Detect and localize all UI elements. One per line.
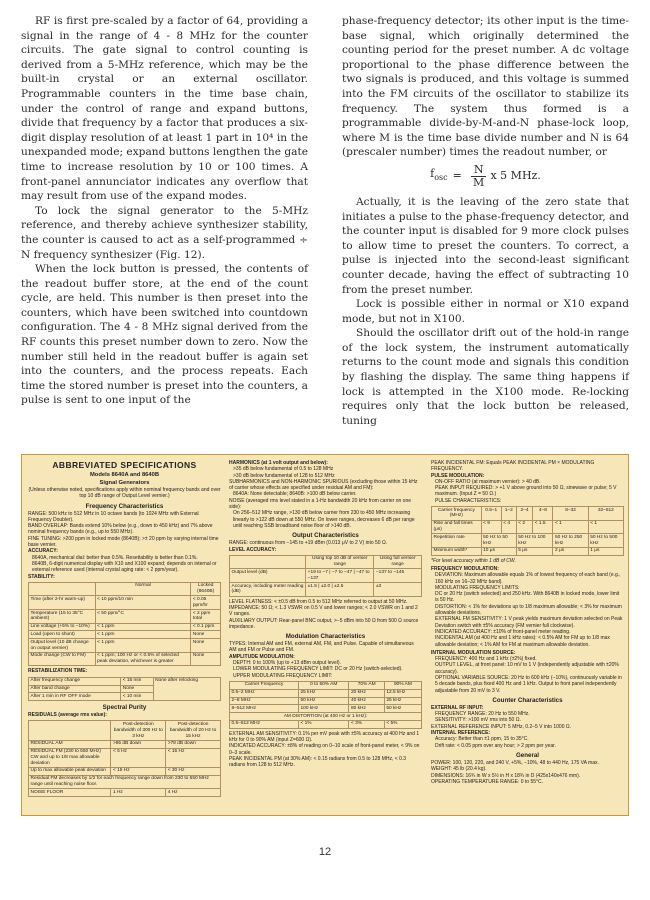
table-header: Locked (8640B): [191, 582, 221, 596]
spec-line: STABILITY:: [28, 573, 55, 580]
spec-line: >35 dB below fundamental of 0.5 to 128 MHz: [233, 466, 334, 473]
spec-line: UPPER MODULATING FREQUENCY LIMIT:: [233, 672, 333, 679]
table-row: [29, 623, 221, 631]
table-cell: 50 Hz to 500 kHz: [588, 534, 623, 548]
table-row: [29, 610, 221, 624]
table-cell: 4 Hz: [166, 789, 221, 797]
body-paragraph: RF is first pre-scaled by a factor of 64, providing a signal in the range of 4 - 8 MHz for the counter circuits. The gate signal to control counting is derived from a 5-MHz reference, which may be the built-in crystal or an external oscillator. Programmable counters in the time base chain, under the control of range and expand buttons, divide that frequency by a factor that produces a six-digit display resolution of at least 1 part in 10⁴ in the unexpanded mode; expand buttons lengthen the gate time to increase resolution by 10 or 100 times. A front-panel annunciator indicates any overflow that may result from use of the expand modes.: [21, 15, 308, 203]
spec-column-3: [431, 460, 624, 785]
table-cell: < 2: [516, 520, 533, 534]
spec-line: HARMONICS (at 1 volt output and below):: [229, 460, 328, 466]
table-cell: RESIDUAL FM (230 to 550 MHz) CW and up to 1/8 max allowable deviation: [29, 748, 111, 767]
table-header: [29, 721, 111, 740]
table-cell: None: [121, 685, 153, 693]
body-paragraph: When the lock button is pressed, the contents of the readout buffer store, at the end of the count cycle, are held. This number is then preset into the counters, which have been switched into countdown configuration. The 4 - 8 MHz signal derived from the RF counts this preset number down to zero. Now the number still held in the readout buffer is again set into the counters, and the process repeats. Each time the stored number is preset into the counters, a pulse is sent to one input of the: [21, 263, 308, 407]
spec-section-heading: Modulation Characteristics: [285, 633, 366, 641]
table-header: Post-detection bandwidth of 20 Hz to 15 kHz: [166, 721, 221, 740]
table-cell: 50 Hz to 250 kHz: [553, 534, 588, 548]
spec-line: FREQUENCY: 400 Hz and 1 kHz (±2%) fixed.: [435, 656, 537, 663]
body-column-right: [342, 14, 629, 428]
table-row: [29, 767, 221, 775]
spec-line: Drift rate: < 0.05 ppm over any hour; > 2 ppm per year.: [435, 742, 556, 749]
table-cell: 50 Hz to 100 kHz: [516, 534, 553, 548]
body-paragraph: Lock is possible either in normal or X10 expand mode, but not in X100.: [342, 298, 629, 325]
table-cell: 5 μs: [516, 547, 553, 555]
table-cell: < 15 min: [121, 677, 153, 685]
residuals-table: [28, 720, 221, 797]
table-row: [432, 520, 624, 534]
table-cell: < 4: [501, 520, 516, 534]
spec-line: TYPES: Internal AM and FM, external AM, FM, and Pulse. Capable of simultaneous AM and FM or Pulse and FM.: [229, 641, 414, 654]
table-header: 4–8: [533, 507, 553, 521]
table-cell: After band change: [29, 685, 121, 693]
spec-title: ABBREVIATED SPECIFICATIONS: [52, 460, 197, 470]
table-cell: < 30 Hz: [166, 767, 221, 775]
spec-line: 8640A, mechanical dial: better than 0.5%. Resettability is better than 0.1%.: [32, 554, 198, 561]
table-cell: < 5 Hz: [111, 748, 166, 767]
spec-line: DISTORTION: < 1% for deviations up to 1/8 maximum allowable; < 3% for maximum allowable deviations.: [435, 603, 622, 617]
table-cell: < 0.1 ppm: [191, 623, 221, 631]
table-row: [230, 720, 422, 728]
table-cell: < 15 Hz: [111, 767, 166, 775]
table-header-row: [29, 582, 221, 596]
table-cell: RESIDUAL AM: [29, 740, 111, 748]
table-cell: 12.5 kHz: [384, 689, 421, 697]
table-cell: 0.5–2 MHz: [230, 689, 299, 697]
table-cell: < 1 ppm; 100 Hz or < 0.5% of selected peak deviation, whichever is greater: [95, 652, 191, 666]
table-cell: None: [191, 652, 221, 666]
body-paragraph: phase-frequency detector; its other input is the time-base signal, which originally determined the counting period for the preset number. A dc voltage proportional to the phase difference between the two signals is produced, and this voltage is summed into the FM circuits of the oscillator to stabilize its frequency. The system thus formed is a programmable divide-by-M-and-N phase-lock loop, where M is the time base divide number and N is 64 (prescaler number) times the readout number, or: [342, 15, 629, 159]
table-cell: 1 μs: [588, 547, 623, 555]
table-cell: Mode change (CW to FM): [29, 652, 96, 666]
table-header-row: [230, 555, 422, 569]
table-row: [29, 740, 221, 748]
spec-line: PULSE CHARACTERISTICS:: [435, 497, 502, 504]
table-cell: AM DISTORTION (at 400 Hz or 1 kHz):: [230, 713, 422, 721]
table-cell: 1 Hz: [111, 789, 166, 797]
table-cell: >78 dB down: [166, 740, 221, 748]
spec-intro: (Unless otherwise noted, specifications apply within nominal frequency bands and over top 10 dB range of Output Level vernier.): [28, 487, 221, 500]
spec-line: EXTERNAL AM SENSITIVITY: 0.1% per mV peak with ±5% accuracy at 400 Hz and 1 kHz for 0 to 90% AM (input Z=600 Ω).: [229, 730, 420, 743]
formula-numerator: N: [471, 164, 487, 177]
table-row: [230, 569, 422, 583]
spec-line: LEVEL ACCURACY:: [229, 546, 277, 553]
spec-column-2: [229, 460, 422, 768]
table-cell: < 5%: [384, 720, 421, 728]
specifications-box: [21, 454, 629, 816]
table-cell: Temperature (15 to 35°C ambient): [29, 610, 96, 624]
table-cell: Line voltage (+5% to −10%): [29, 623, 96, 631]
spec-section-heading: Spectral Purity: [102, 704, 147, 712]
table-row: [230, 705, 422, 713]
spec-line: On 256–512 MHz range, >130 dB below carrier from 230 to 450 MHz increasing linearly to >122 dB down at 550 MHz. On lower ranges, decreases 6 dB per range until reaching SSB broadband noise floor of >140 dB.: [233, 510, 415, 529]
spec-line: 8640B, 6-digit numerical display with X10 and X100 expand; depends on internal or external reference used (internal crystal aging rate: < 2 ppm/year).: [32, 560, 217, 574]
spec-line: NOISE (averaged rms level stated in a 1-Hz bandwidth 20 kHz from carrier on one side):: [229, 497, 412, 511]
spec-line: INCIDENTAL AM (at 400 Hz and 1 kHz rates): < 0.5% AM for FM up to 1/8 max allowable deviation; < 1% AM for FM at maximum allowable deviation.: [435, 635, 610, 648]
table-header: Using top 10 dB of vernier range: [306, 555, 374, 569]
body-paragraph: To lock the signal generator to the 5-MHz reference, and thereby achieve synthesizer stability, the counter is caused to act as a self-programmed ÷ N frequency synthesizer (Fig. 12).: [21, 204, 308, 261]
table-cell: Rise and fall times (μs): [432, 520, 482, 534]
table-cell: < 10 ppm/10 min: [95, 596, 191, 610]
spec-section-heading: Signal Generators: [99, 480, 150, 486]
oscillator-frequency-formula: [342, 164, 629, 189]
spec-line: LOWER MODULATING FREQUENCY LIMIT: DC or 20 Hz (switch-selected).: [233, 666, 403, 673]
table-cell: < 1 ppm: [95, 639, 191, 653]
spec-line: IMPEDANCE: 50 Ω; < 1.3 VSWR on 0.5 V and lower ranges; < 2.0 VSWR on 1 and 2 V ranges.: [229, 604, 418, 618]
spec-line: >30 dB below fundamental of 128 to 512 MHz: [233, 472, 335, 479]
body-column-left: [21, 14, 308, 408]
table-header-row: [29, 721, 221, 740]
table-cell: 20 kHz: [349, 689, 384, 697]
formula-rhs: x 5 MHz.: [490, 169, 541, 183]
table-row: [29, 677, 221, 685]
spec-line: OUTPUT LEVEL, at front panel: 10 mV to 1 V (independently adjustable with ±20% accuracy).: [435, 662, 619, 675]
table-row: [432, 534, 624, 548]
formula-fraction: [471, 164, 487, 189]
table-cell: Load (open to shunt): [29, 631, 96, 639]
table-cell: Minimum width*: [432, 547, 482, 555]
spec-line: Accuracy: Better than ±1 ppm, 15 to 35°C.: [435, 736, 529, 743]
spec-line: PEAK INCIDENTAL FM: Equals PEAK INCIDENTAL PM × MODULATING FREQUENCY.: [431, 460, 595, 473]
table-cell: < 1 ppm: [95, 623, 191, 631]
table-row: [29, 748, 221, 767]
table-cell: < 2 ppm total: [191, 610, 221, 624]
table-cell: < 50 ppm/°C: [95, 610, 191, 624]
table-header: 90% AM: [384, 681, 421, 689]
table-cell: < 3%: [349, 720, 384, 728]
table-cell: Repetition rate: [432, 534, 482, 548]
spec-line: PEAK INPUT REQUIRED: > +1 V above ground into 50 Ω, sinewave or pulse; 5 V maximum. (Input Z = 50 Ω.): [435, 485, 617, 498]
spec-line: BAND OVERLAP: Bands extend 10% below (e.g., down to 450 kHz) and 7% above nominal frequency bands (e.g., up to 550 MHz).: [28, 523, 213, 536]
spec-line: DEPTH: 0 to 100% (up to +13 dBm output level).: [233, 660, 341, 667]
table-cell: 40 kHz: [349, 697, 384, 705]
spec-line: SUBHARMONICS and NON-HARMONIC SPURIOUS (excluding those within 15 kHz of carrier whose effects are specified under residual AM and FM):: [229, 478, 418, 492]
table-header: Carrier frequency (MHz): [432, 507, 482, 521]
table-cell: 50 Hz to 50 kHz: [481, 534, 516, 548]
spec-section-heading: Counter Characteristics: [492, 696, 563, 704]
spec-section-heading: Frequency Characteristics: [85, 502, 164, 510]
table-cell: Up to max allowable peak deviation: [29, 767, 111, 775]
table-cell: >85 dB down: [111, 740, 166, 748]
spec-line: FINE TUNING: >200 ppm in locked mode (8640B); >± 20 ppm by varying internal time base vernier.: [28, 535, 219, 549]
table-header: [230, 555, 306, 569]
table-row: [29, 652, 221, 666]
table-cell: 0.5–512 MHz: [230, 720, 299, 728]
table-cell: +19 to −7 | −7 to −47 | −47 to −137: [306, 569, 374, 583]
spec-line: EXTERNAL REFERENCE INPUT: 5 MHz, 0.2–5 V into 1000 Ω.: [431, 723, 571, 730]
table-header: 1–2: [501, 507, 516, 521]
table-header: 0 to 50% AM: [299, 681, 349, 689]
body-paragraph: Should the oscillator drift out of the hold-in range of the lock system, the instrument automatically returns to the count mode and signals this condition by flashing the display. The same thing happens if lock is attempted in the X100 mode. Re-locking requires only that the lock button be released, tuning: [342, 327, 629, 427]
table-cell: Accuracy, including meter reading (dB): [230, 583, 306, 597]
table-row: [29, 639, 221, 653]
table-cell: After frequency change: [29, 677, 121, 685]
formula-equals: =: [452, 169, 462, 183]
body-paragraph: Actually, it is the leaving of the zero state that initiates a pulse to the phase-frequency detector, and the counter input is disabled for 9 more clock pulses to allow time to preset the counters. To correct, a pulse is injected into the second-least significant counter decade, having the effect of subtracting 10 from the preset number.: [342, 195, 629, 296]
spec-line: OPTIONAL VARIABLE SOURCE: 20 Hz to 600 kHz (−10%), continuously variable in 5 decade bands, plus fixed 400 Hz and 1 kHz. Output to front panel independently adjustable from 20 mV to 3 V.: [435, 675, 622, 694]
spec-line: PEAK INCIDENTAL PM (at 30% AM): < 0.15 radians from 0.5 to 128 MHz, < 0.3 radians from 128 to 512 MHz.: [229, 755, 407, 769]
table-cell: Residual FM decreases by 1/2 for each frequency range down from 230 to 550 MHz range until reaching noise floor.: [29, 775, 221, 789]
spec-line: POWER: 100, 120, 220, and 240 V, +5%, −10%, 48 to 440 Hz, 175 VA max.: [431, 759, 599, 766]
spec-line: RANGE: continuous from −145 to +19 dBm (0.013 μV to 2 V) into 50 Ω.: [229, 540, 388, 547]
spec-line: INDICATED ACCURACY: ±8% of reading on 0–10 scale of front-panel meter, < 9% on 0–3 scale.: [229, 743, 420, 756]
level-accuracy-table: [229, 555, 422, 597]
table-header: [29, 582, 96, 596]
spec-line: LEVEL FLATNESS: < ±0.5 dB from 0.5 to 512 MHz referred to output at 50 MHz.: [229, 598, 408, 605]
spec-line: EXTERNAL RF INPUT:: [431, 704, 484, 711]
spec-line: 8640A: None detectable; 8640B: >100 dB below carrier.: [233, 491, 357, 498]
table-cell: 100 kHz: [299, 705, 349, 713]
table-row: [230, 689, 422, 697]
spec-line: EXTERNAL FM SENSITIVITY: 1 V peak yields maximum deviation selected on Peak Deviation switch with ±5% accuracy (FM vernier full clockwise).: [435, 616, 623, 629]
table-cell: < 10 min: [121, 693, 153, 701]
table-header-row: [432, 507, 624, 521]
table-cell: 25 kHz: [299, 689, 349, 697]
spec-line: ACCURACY:: [28, 548, 58, 555]
table-row: [432, 547, 624, 555]
stability-table: [28, 582, 221, 667]
table-header: Normal: [95, 582, 191, 596]
spec-line: DEVIATION: Maximum allowable equals 1% of lowest frequency of each band (e.g., 160 kHz on 16–32 MHz band).: [435, 572, 621, 585]
spec-line: FREQUENCY RANGE: 20 Hz to 550 MHz.: [435, 711, 530, 718]
table-cell: 50 kHz: [299, 697, 349, 705]
table-cell: < 1.5: [533, 520, 553, 534]
table-cell: < 0.05 ppm/hr: [191, 596, 221, 610]
spec-section-heading: Output Characteristics: [292, 532, 359, 540]
spec-models: Models 8640A and 8640B: [89, 472, 160, 478]
spec-column-1: [28, 460, 221, 799]
table-row: [230, 697, 422, 705]
table-cell: NOISE FLOOR: [29, 789, 111, 797]
spec-line: DC or 20 Hz (switch selected) and 250 kHz. With 8640B in locked mode, lower limit is 50 Hz.: [435, 591, 620, 604]
table-row: [230, 713, 422, 721]
table-cell: Output level (10 dB change on output vernier): [29, 639, 96, 653]
table-row: [29, 775, 221, 789]
table-cell: None: [191, 639, 221, 653]
table-header: 0.5–1: [481, 507, 501, 521]
spec-line: RESTABILIZATION TIME:: [28, 668, 88, 675]
table-cell: 2–8 MHz: [230, 697, 299, 705]
table-cell: Time (after 2-hr warm-up): [29, 596, 96, 610]
table-header: Carrier Frequency: [230, 681, 299, 689]
formula-denominator: M: [473, 175, 485, 189]
spec-section-heading: General: [515, 751, 540, 759]
table-cell: ±1.5 | ±2.0 | ±2.5: [306, 583, 374, 597]
table-cell: None: [191, 631, 221, 639]
table-cell: < 9: [481, 520, 501, 534]
spec-line: FREQUENCY MODULATION:: [431, 565, 499, 572]
table-cell: Output level (dB): [230, 569, 306, 583]
page-number: 12: [318, 846, 332, 858]
spec-footnote: *For level accuracy within 1 dB of CW.: [431, 557, 516, 564]
spec-line: OPERATING TEMPERATURE RANGE: 0 to 55°C.: [431, 778, 544, 785]
table-header: Post-detection bandwidth of 300 Hz to 3 kHz: [111, 721, 166, 740]
table-cell: ±3: [374, 583, 422, 597]
table-row: [29, 631, 221, 639]
spec-line: PULSE MODULATION:: [431, 472, 485, 479]
table-row: [29, 596, 221, 610]
table-header: Using full vernier range: [374, 555, 422, 569]
spec-line: AMPLITUDE MODULATION:: [229, 653, 295, 660]
spec-line: INTERNAL REFERENCE:: [431, 730, 491, 737]
table-cell: < 1: [588, 520, 623, 534]
table-cell: 2 μs: [553, 547, 588, 555]
spec-line: AUXILIARY OUTPUT: Rear-panel BNC output, >−5 dBm into 50 Ω from 500 Ω source impedance.: [229, 617, 419, 630]
spec-line: DIMENSIONS: 16¾ in W x 5½ in H x 18¾ in D (425x140x476 mm).: [431, 772, 581, 779]
table-cell: 25 kHz: [384, 697, 421, 705]
spec-line: RANGE: 500 kHz to 512 MHz in 10 octave bands (to 1024 MHz with External Frequency Doubler).: [28, 510, 199, 523]
table-cell: < 1 ppm: [95, 631, 191, 639]
table-header: 32–512: [588, 507, 623, 521]
table-cell: After 1 min in RF OFF mode: [29, 693, 121, 701]
spec-line: WEIGHT: 45 lb (20.4 kg).: [431, 766, 487, 773]
formula-lhs: $f_{osc}$: [430, 167, 448, 183]
table-header: 8–32: [553, 507, 588, 521]
am-frequency-table: [229, 681, 422, 729]
spec-line: RESIDUALS (average rms value):: [28, 712, 107, 719]
table-cell: < 1: [553, 520, 588, 534]
table-header: 70% AM: [349, 681, 384, 689]
restabilization-table: [28, 677, 221, 701]
table-cell: 80 kHz: [349, 705, 384, 713]
table-cell: < 1%: [299, 720, 349, 728]
table-header-row: [230, 681, 422, 689]
spec-line: MODULATING FREQUENCY LIMITS:: [435, 584, 520, 591]
table-row: [230, 583, 422, 597]
table-cell: −137 to −145: [374, 569, 422, 583]
table-cell: 10 μs: [481, 547, 516, 555]
table-cell: 8–512 MHz: [230, 705, 299, 713]
table-cell: 50 kHz: [384, 705, 421, 713]
table-cell: < 15 Hz: [166, 748, 221, 767]
table-row: [29, 789, 221, 797]
table-header: 2–4: [516, 507, 533, 521]
spec-line: ON-OFF RATIO (at maximum vernier): > 40 dB.: [435, 478, 541, 485]
spec-line: SENSITIVITY: >100 mV rms into 50 Ω.: [435, 717, 521, 724]
spec-line: INTERNAL MODULATION SOURCE:: [431, 649, 516, 656]
pulse-characteristics-table: [431, 506, 624, 556]
spec-line: INDICATED ACCURACY: ±10% of front-panel meter reading.: [435, 628, 571, 635]
table-cell: None after relocking: [153, 677, 220, 700]
